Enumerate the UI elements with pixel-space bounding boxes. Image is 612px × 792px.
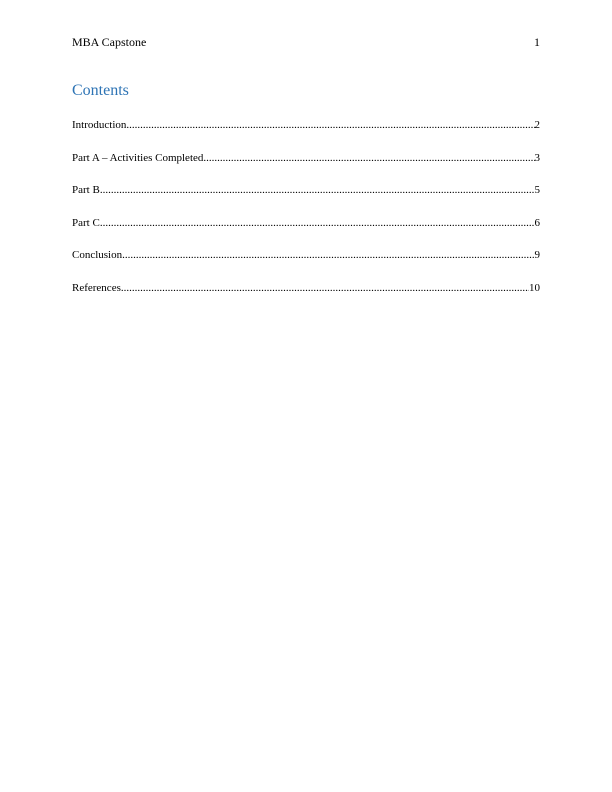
toc-entry-page: 10	[529, 281, 540, 294]
toc-entry-conclusion[interactable]	[72, 249, 540, 265]
toc-entry-page: 2	[534, 119, 540, 131]
toc-leader-dots	[126, 119, 534, 131]
toc-leader-dots	[122, 249, 534, 261]
toc-entry-part-c[interactable]	[72, 217, 540, 233]
toc-leader-dots	[121, 282, 529, 294]
page-number: 1	[534, 35, 540, 49]
toc-entry-page: 9	[534, 249, 540, 262]
toc-entry-title: Part C	[72, 216, 100, 229]
running-head: MBA Capstone	[72, 35, 147, 49]
toc-entry-page: 6	[534, 216, 540, 229]
table-of-contents	[72, 119, 540, 315]
toc-leader-dots	[100, 184, 535, 196]
toc-entry-title: Part A – Activities Completed	[72, 151, 204, 164]
toc-leader-dots	[203, 152, 534, 164]
toc-entry-page: 5	[534, 184, 540, 197]
toc-entry-part-a[interactable]	[72, 152, 540, 168]
toc-entry-page: 3	[534, 151, 540, 164]
toc-leader-dots	[100, 217, 535, 229]
toc-entry-introduction[interactable]	[72, 119, 540, 135]
toc-heading: Contents	[72, 82, 129, 99]
page-header	[72, 35, 540, 51]
toc-entry-part-b[interactable]	[72, 184, 540, 200]
toc-entry-title: Conclusion	[72, 249, 123, 262]
toc-entry-title: References	[72, 281, 121, 294]
toc-entry-title: Part B	[72, 184, 100, 197]
toc-entry-references[interactable]	[72, 282, 540, 298]
toc-entry-title: Introduction	[72, 119, 127, 131]
